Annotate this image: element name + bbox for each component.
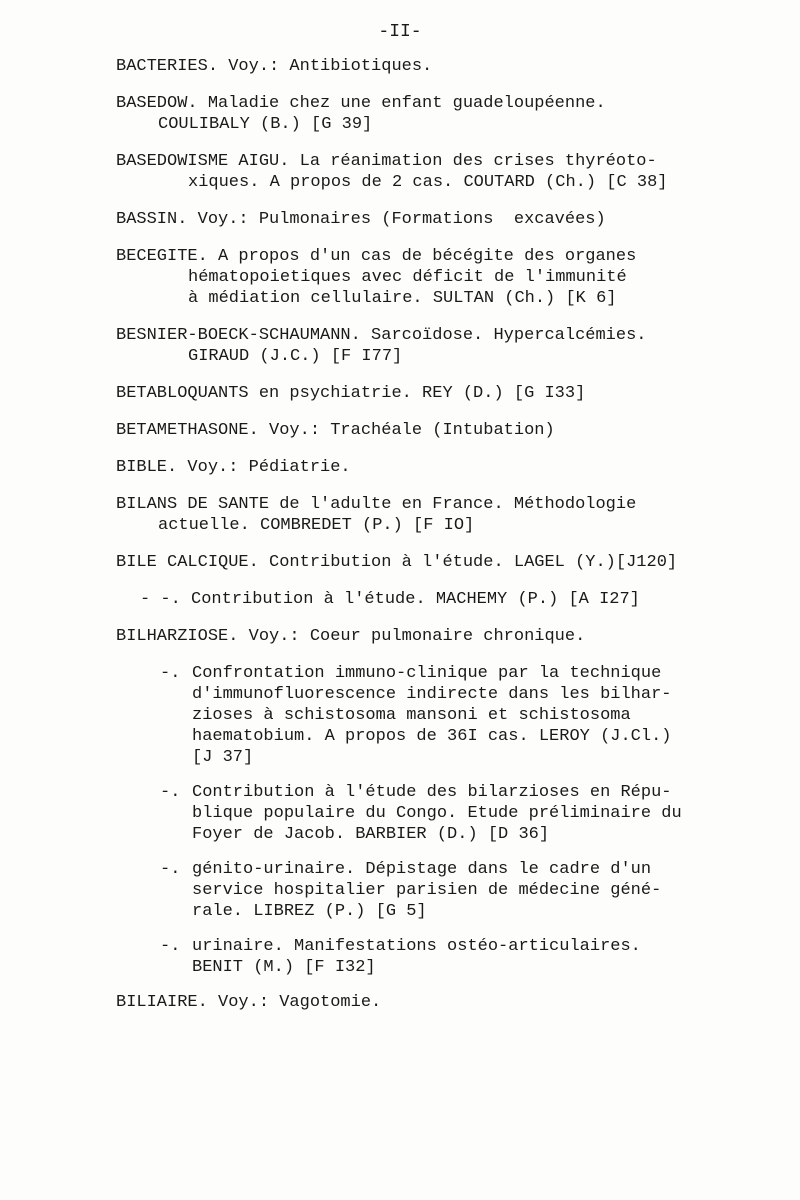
index-entry	[116, 552, 736, 573]
entry-dash: -.	[160, 937, 181, 956]
index-entry	[116, 589, 736, 610]
entry-line: rale. LIBREZ (P.) [G 5]	[192, 902, 427, 921]
entry-line: BASEDOWISME AIGU. La réanimation des crises thyréoto-	[116, 152, 657, 171]
sub-entry	[116, 663, 736, 768]
entry-line: BACTERIES. Voy.: Antibiotiques.	[116, 57, 433, 76]
entry-line	[160, 782, 736, 803]
index-entry	[116, 151, 736, 193]
entry-line: BETAMETHASONE. Voy.: Trachéale (Intubation)	[116, 421, 555, 440]
page-number: -II-	[378, 22, 422, 42]
entry-text: génito-urinaire. Dépistage dans le cadre d'un	[192, 860, 652, 879]
index-entry	[116, 325, 736, 367]
entry-line: [J 37]	[192, 748, 254, 767]
entry-text: Contribution à l'étude des bilarzioses en Répu-	[192, 783, 672, 802]
index-entry	[116, 383, 736, 404]
entry-dash: -.	[160, 664, 181, 683]
entry-line: GIRAUD (J.C.) [F I77]	[188, 347, 403, 366]
entry-line: BILHARZIOSE. Voy.: Coeur pulmonaire chronique.	[116, 627, 586, 646]
entry-line	[160, 859, 736, 880]
sub-entry	[116, 782, 736, 845]
index-entry	[116, 457, 736, 478]
entry-dash: -.	[160, 860, 181, 879]
index-entry	[116, 246, 736, 309]
entry-line: BILIAIRE. Voy.: Vagotomie.	[116, 993, 382, 1012]
entry-line: - -. Contribution à l'étude. MACHEMY (P.) [A I27]	[140, 590, 640, 609]
entry-line: actuelle. COMBREDET (P.) [F IO]	[158, 516, 475, 535]
entry-line: BECEGITE. A propos d'un cas de bécégite des organes	[116, 247, 637, 266]
entry-line: BIBLE. Voy.: Pédiatrie.	[116, 458, 351, 477]
entry-line: zioses à schistosoma mansoni et schistosoma	[192, 706, 631, 725]
sub-entry	[116, 936, 736, 978]
entry-line: BILE CALCIQUE. Contribution à l'étude. LAGEL (Y.)[J120]	[116, 553, 678, 572]
index-entry	[116, 420, 736, 441]
entry-line: BESNIER-BOECK-SCHAUMANN. Sarcoïdose. Hypercalcémies.	[116, 326, 647, 345]
entry-line: blique populaire du Congo. Etude préliminaire du	[192, 804, 682, 823]
entry-line	[160, 663, 736, 684]
index-entry	[116, 992, 736, 1013]
sub-entry	[116, 859, 736, 922]
entry-line: BENIT (M.) [F I32]	[192, 958, 376, 977]
entry-line: BASEDOW. Maladie chez une enfant guadeloupéenne.	[116, 94, 606, 113]
entry-line: BILANS DE SANTE de l'adulte en France. Méthodologie	[116, 495, 637, 514]
entry-line: haematobium. A propos de 36I cas. LEROY (J.Cl.)	[192, 727, 672, 746]
entry-line: COULIBALY (B.) [G 39]	[158, 115, 373, 134]
entry-line	[160, 936, 736, 957]
entry-line: BETABLOQUANTS en psychiatrie. REY (D.) [G I33]	[116, 384, 586, 403]
entry-line: service hospitalier parisien de médecine géné-	[192, 881, 662, 900]
entry-line: Foyer de Jacob. BARBIER (D.) [D 36]	[192, 825, 550, 844]
entry-line: BASSIN. Voy.: Pulmonaires (Formations excavées)	[116, 210, 606, 229]
index-entry	[116, 494, 736, 536]
entry-line: hématopoietiques avec déficit de l'immunité	[188, 268, 627, 287]
entry-line: xiques. A propos de 2 cas. COUTARD (Ch.) [C 38]	[188, 173, 668, 192]
index-entries	[116, 56, 736, 1029]
index-entry	[116, 626, 736, 647]
entry-line: d'immunofluorescence indirecte dans les bilhar-	[192, 685, 672, 704]
entry-text: urinaire. Manifestations ostéo-articulaires.	[192, 937, 641, 956]
index-entry	[116, 56, 736, 77]
index-entry	[116, 93, 736, 135]
entry-line: à médiation cellulaire. SULTAN (Ch.) [K 6]	[188, 289, 617, 308]
entry-text: Confrontation immuno-clinique par la technique	[192, 664, 662, 683]
index-entry	[116, 209, 736, 230]
entry-dash: -.	[160, 783, 181, 802]
